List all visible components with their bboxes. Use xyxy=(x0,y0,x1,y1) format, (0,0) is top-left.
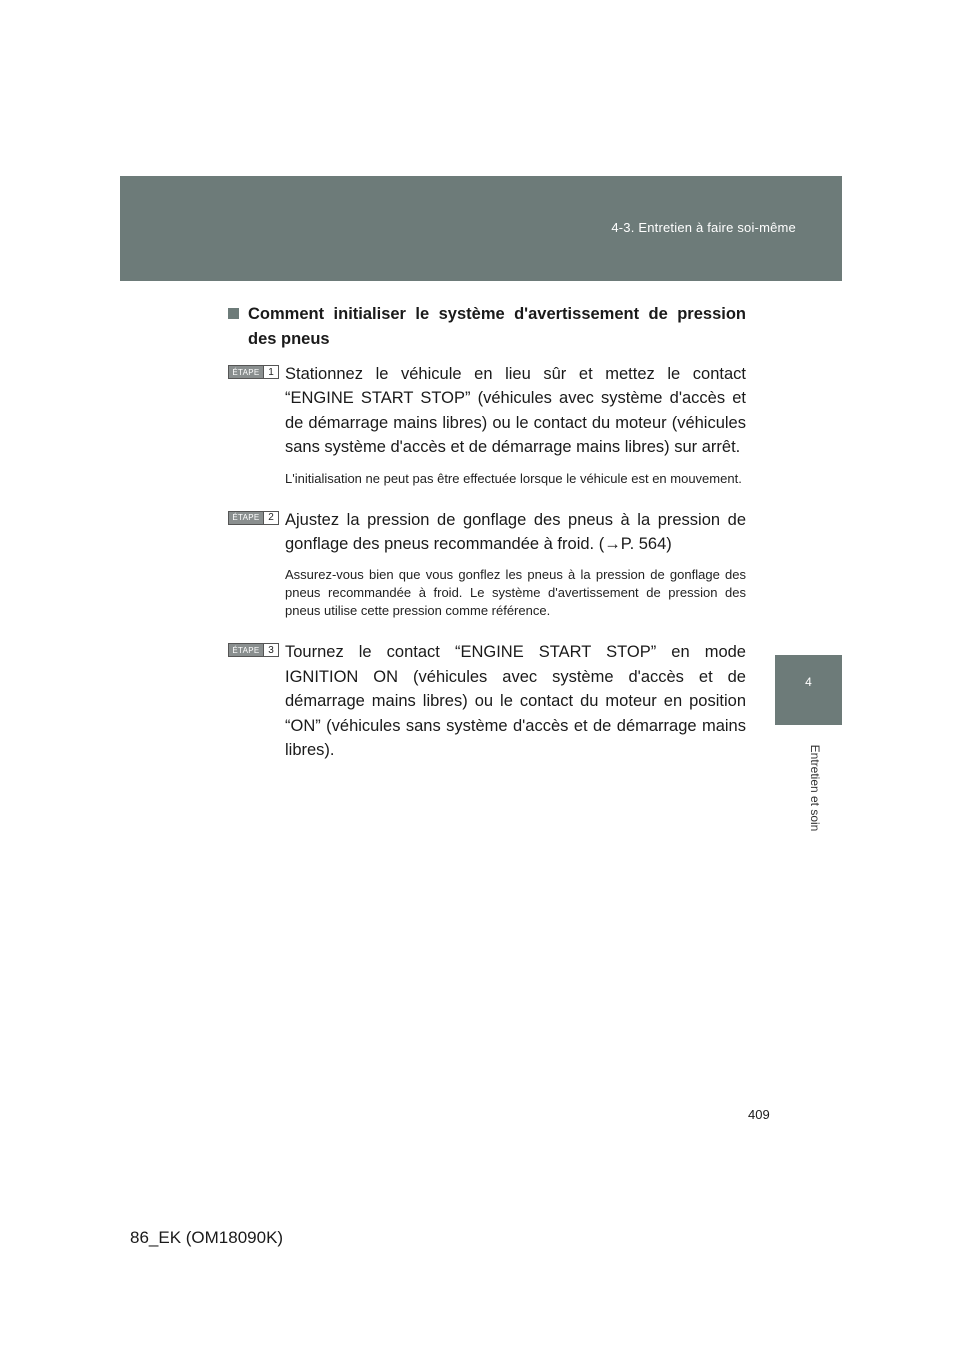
step-badge-word: ÉTAPE xyxy=(229,366,263,378)
step-2 xyxy=(228,508,746,635)
step-note: Assurez-vous bien que vous gonflez les pneus à la pression de gonflage des pneus recommandée à froid. Le système d'avertissement de pression des pneus utilise cette pression comme référence. xyxy=(285,567,746,619)
step-badge-3 xyxy=(228,643,279,657)
section-heading-text: Comment initialiser le système d'avertissement de pression des pneus xyxy=(248,305,746,348)
step-text: Stationnez le véhicule en lieu sûr et mettez le contact “ENGINE START STOP” (véhicules avec système d'accès et de démarrage mains libres) ou le contact du moteur (véhicules sans système d'accès et de démarrage mains libres) sur arrêt. xyxy=(285,365,746,457)
page-number: 409 xyxy=(748,1107,770,1122)
chapter-label: Entretien et soin xyxy=(808,744,822,831)
document-code: 86_EK (OM18090K) xyxy=(130,1228,284,1247)
step-badge-word: ÉTAPE xyxy=(229,644,263,656)
step-badge-1 xyxy=(228,365,279,379)
step-text: Ajustez la pression de gonflage des pneus à la pression de gonflage des pneus recommandée à froid. (→P. 564) xyxy=(285,510,746,554)
section-breadcrumb: 4-3. Entretien à faire soi-même xyxy=(611,220,796,235)
step-body-1 xyxy=(285,362,746,502)
step-text: Tournez le contact “ENGINE START STOP” en mode IGNITION ON (véhicules avec système d'accès et de démarrage mains libres) ou le contact du moteur en position “ON” (véhicules sans système d'accès et de démarrage mains libres). xyxy=(285,643,746,760)
step-badge-number: 3 xyxy=(263,644,278,656)
section-heading xyxy=(228,302,746,352)
step-body-2 xyxy=(285,508,746,635)
step-body-3 xyxy=(285,640,746,762)
step-3 xyxy=(228,640,746,762)
header-band xyxy=(120,176,842,281)
square-bullet-icon xyxy=(228,308,239,319)
step-badge-word: ÉTAPE xyxy=(229,512,263,524)
chapter-number: 4 xyxy=(805,675,812,689)
chapter-tab xyxy=(775,655,842,725)
step-badge-number: 2 xyxy=(263,512,278,524)
chapter-side-label xyxy=(805,730,825,845)
page-content xyxy=(228,302,746,768)
step-badge-2 xyxy=(228,511,279,525)
step-note: L'initialisation ne peut pas être effectuée lorsque le véhicule est en mouvement. xyxy=(285,470,742,486)
step-1 xyxy=(228,362,746,502)
step-badge-number: 1 xyxy=(263,366,278,378)
